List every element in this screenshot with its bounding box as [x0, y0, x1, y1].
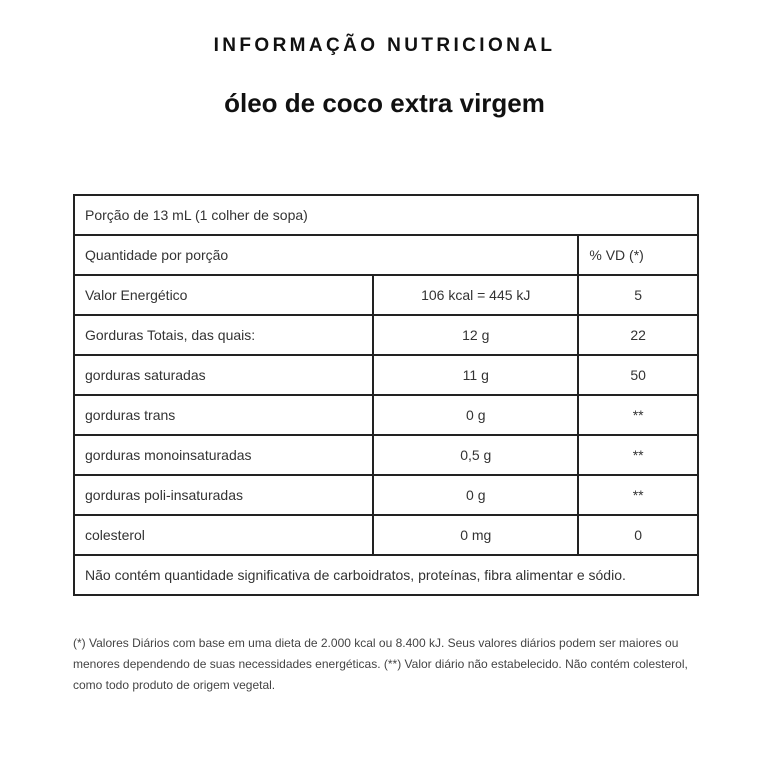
table-row	[74, 355, 698, 395]
nutrition-table	[73, 194, 699, 596]
nutrient-name: Valor Energético	[74, 275, 373, 315]
vd-label: % VD (*)	[578, 235, 698, 275]
nutrient-vd: 50	[578, 355, 698, 395]
nutrient-vd: **	[578, 475, 698, 515]
nutrient-name: Gorduras Totais, das quais:	[74, 315, 373, 355]
nutrient-name: gorduras trans	[74, 395, 373, 435]
nutrient-amount: 0 mg	[373, 515, 578, 555]
product-name: óleo de coco extra virgem	[224, 88, 545, 118]
nutrient-name: gorduras monoinsaturadas	[74, 435, 373, 475]
page-title: INFORMAÇÃO NUTRICIONAL	[213, 35, 556, 56]
table-header-row	[74, 235, 698, 275]
table-row	[74, 435, 698, 475]
quantity-label: Quantidade por porção	[74, 235, 578, 275]
table-row	[74, 515, 698, 555]
table-row	[74, 475, 698, 515]
nutrient-amount: 12 g	[373, 315, 578, 355]
footnote: (*) Valores Diários com base em uma dieta de 2.000 kcal ou 8.400 kJ. Seus valores diários podem ser maiores ou menores dependendo de suas necessidades energéticas. (**) Valor diário não estabelecido. Não contém colesterol, como todo produto de origem vegetal.	[73, 636, 688, 692]
nutrient-vd: 22	[578, 315, 698, 355]
nutrient-name: gorduras poli-insaturadas	[74, 475, 373, 515]
nutrient-amount: 0,5 g	[373, 435, 578, 475]
nutrient-vd: **	[578, 395, 698, 435]
nutrient-vd: 5	[578, 275, 698, 315]
nutrient-vd: 0	[578, 515, 698, 555]
nutrient-amount: 11 g	[373, 355, 578, 395]
nutrient-amount: 0 g	[373, 395, 578, 435]
nutrient-amount: 106 kcal = 445 kJ	[373, 275, 578, 315]
table-note: Não contém quantidade significativa de carboidratos, proteínas, fibra alimentar e sódio.	[74, 555, 698, 595]
nutrient-name: colesterol	[74, 515, 373, 555]
table-row	[74, 275, 698, 315]
nutrient-vd: **	[578, 435, 698, 475]
table-row	[74, 395, 698, 435]
nutrient-amount: 0 g	[373, 475, 578, 515]
portion-cell: Porção de 13 mL (1 colher de sopa)	[74, 195, 698, 235]
nutrient-name: gorduras saturadas	[74, 355, 373, 395]
portion-row	[74, 195, 698, 235]
table-row	[74, 315, 698, 355]
note-row	[74, 555, 698, 595]
